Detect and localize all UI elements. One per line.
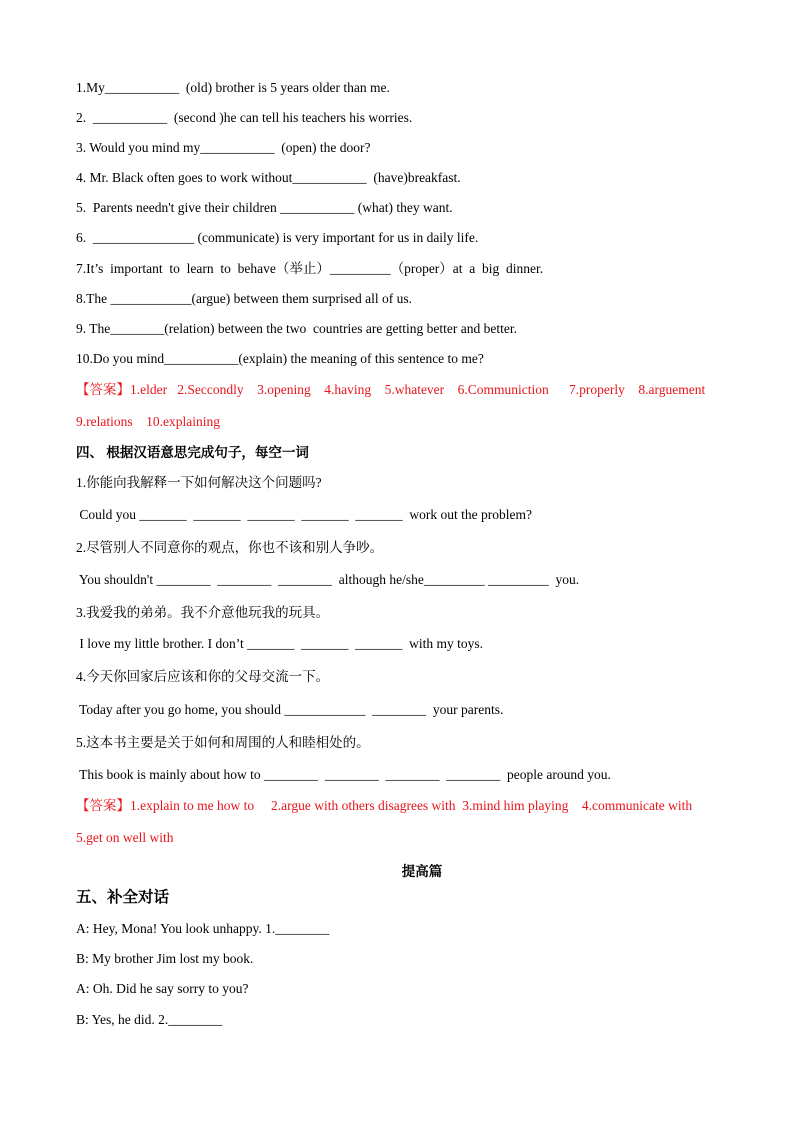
question-10: 10.Do you mind___________(explain) the meaning of this sentence to me? (76, 351, 484, 366)
section-title-tigao: 提高篇 (401, 864, 443, 879)
dialogue-line-4: B: Yes, he did. 2.________ (76, 1012, 223, 1027)
answer-key-line-2: 9.relations 10.explaining (76, 414, 220, 429)
question-8: 8.The ____________(argue) between them surprised all of us. (76, 291, 413, 306)
sentence-5-english: This book is mainly about how to ________ ________ ________ ________ people around you. (76, 767, 611, 782)
dialogue-line-1: A: Hey, Mona! You look unhappy. 1.________ (76, 921, 330, 936)
sentence-5-chinese: 5.这本书主要是关于如何和周围的人和睦相处的。 (76, 735, 370, 750)
sentence-2-chinese: 2.尽管别人不同意你的观点，你也不该和别人争吵。 (76, 540, 384, 555)
section4-heading: 四、 根据汉语意思完成句子，每空一词 (76, 445, 309, 460)
question-5: 5. Parents needn't give their children ___________ (what) they want. (76, 200, 453, 215)
sentence-1-chinese: 1.你能向我解释一下如何解决这个问题吗? (76, 475, 322, 490)
dialogue-line-3: A: Oh. Did he say sorry to you? (76, 981, 249, 996)
dialogue-line-2: B: My brother Jim lost my book. (76, 951, 254, 966)
question-6: 6. _______________ (communicate) is very important for us in daily life. (76, 230, 479, 245)
sentence-4-chinese: 4.今天你回家后应该和你的父母交流一下。 (76, 669, 330, 684)
sentence-1-english: Could you _______ _______ _______ _______ _______ work out the problem? (76, 507, 532, 522)
question-1: 1.My___________ (old) brother is 5 years older than me. (76, 80, 390, 95)
question-4: 4. Mr. Black often goes to work without___________ (have)breakfast. (76, 170, 461, 185)
question-9: 9. The________(relation) between the two countries are getting better and better. (76, 321, 517, 336)
answer-key-line-1: 【答案】1.elder 2.Seccondly 3.opening 4.having 5.whatever 6.Communiction 7.properly 8.arguement (76, 382, 706, 397)
sentence-3-english: I love my little brother. I don’t _______ _______ _______ with my toys. (76, 636, 483, 651)
sentence-3-chinese: 3.我爱我的弟弟。我不介意他玩我的玩具。 (76, 605, 330, 620)
sentence-4-english: Today after you go home, you should ____________ ________ your parents. (76, 702, 504, 717)
question-3: 3. Would you mind my___________ (open) the door? (76, 140, 371, 155)
answer-key-line-2: 5.get on well with (76, 830, 174, 845)
question-2: 2. ___________ (second )he can tell his teachers his worries. (76, 110, 413, 125)
answer-key-line-1: 【答案】1.explain to me how to 2.argue with others disagrees with 3.mind him playing 4.communicate with (76, 798, 693, 813)
sentence-2-english: You shouldn't ________ ________ ________ although he/she_________ _________ you. (76, 572, 580, 587)
question-7: 7.It’s important to learn to behave（举止）_________（proper）at a big dinner. (76, 261, 544, 276)
section5-heading: 五、补全对话 (76, 889, 170, 906)
